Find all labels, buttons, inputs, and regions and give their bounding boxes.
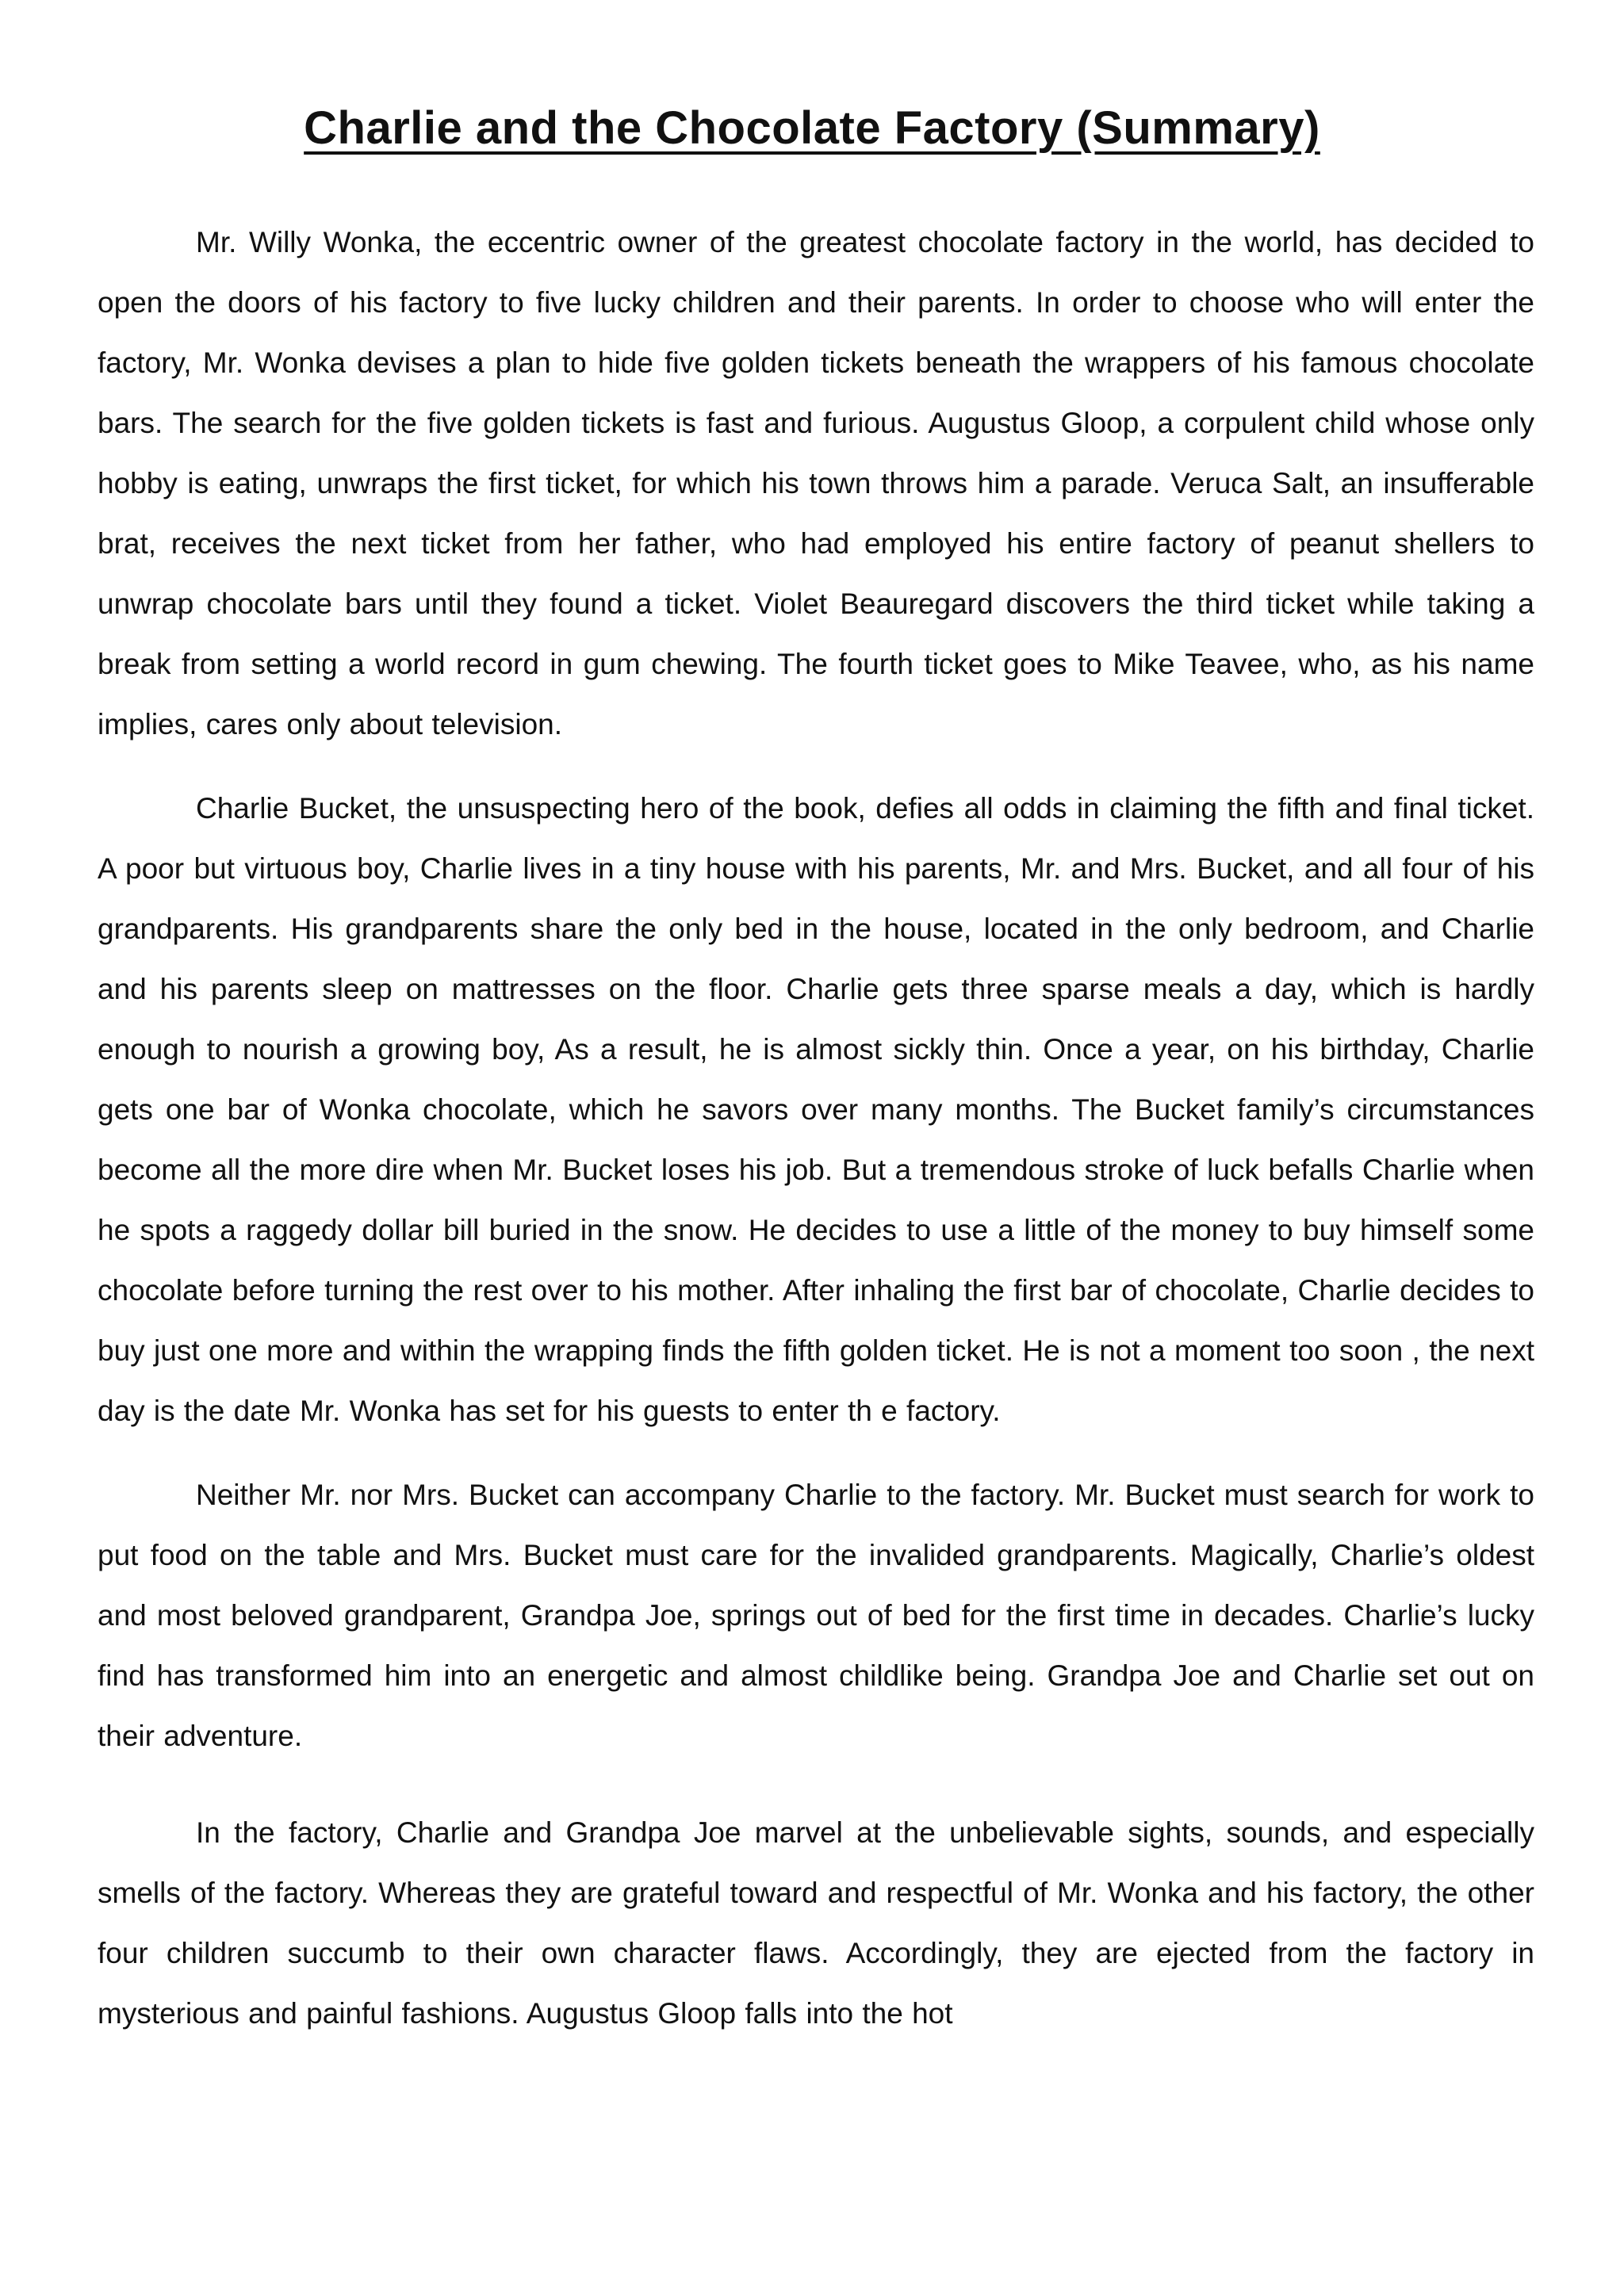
paragraph-1: Mr. Willy Wonka, the eccentric owner of the greatest chocolate factory in the world, has decided to open the doors of his factory to five lucky children and their parents. In order to choose who will enter the factory, Mr. Wonka devises a plan to hide five golden tickets beneath the wrappers of his famous chocolate bars. The search for the five golden tickets is fast and furious. Augustus Gloop, a corpulent child whose only hobby is eating, unwraps the first ticket, for which his town throws him a parade. Veruca Salt, an insufferable brat, receives the next ticket from her father, who had employed his entire factory of peanut shellers to unwrap chocolate bars until they found a ticket. Violet Beauregard discovers the third ticket while taking a break from setting a world record in gum chewing. The fourth ticket goes to Mike Teavee, who, as his name implies, cares only about television. xyxy=(98,226,1534,740)
paragraph-3: Neither Mr. nor Mrs. Bucket can accompany Charlie to the factory. Mr. Bucket must search for work to put food on the table and Mrs. Bucket must care for the invalided grandparents. Magically, Charlie’s oldest and most beloved grandparent, Grandpa Joe, springs out of bed for the first time in decades. Charlie’s lucky find has transformed him into an energetic and almost childlike being. Grandpa Joe and Charlie set out on their adventure. xyxy=(98,1479,1534,1752)
paragraph-4: In the factory, Charlie and Grandpa Joe marvel at the unbelievable sights, sounds, and especially smells of the factory. Whereas they are grateful toward and respectful of Mr. Wonka and his factory, the other four children succumb to their own character flaws. Accordingly, they are ejected from the factory in mysterious and painful fashions. Augustus Gloop falls into the hot xyxy=(98,1816,1534,2030)
document-title: Charlie and the Chocolate Factory (Summary) xyxy=(304,102,1320,154)
paragraph-2: Charlie Bucket, the unsuspecting hero of the book, defies all odds in claiming the fifth and final ticket. A poor but virtuous boy, Charlie lives in a tiny house with his parents, Mr. and Mrs. Bucket, and all four of his grandparents. His grandparents share the only bed in the house, located in the only bedroom, and Charlie and his parents sleep on mattresses on the floor. Charlie gets three sparse meals a day, which is hardly enough to nourish a growing boy, As a result, he is almost sickly thin. Once a year, on his birthday, Charlie gets one bar of Wonka chocolate, which he savors over many months. The Bucket family’s circumstances become all the more dire when Mr. Bucket loses his job. But a tremendous stroke of luck befalls Charlie when he spots a raggedy dollar bill buried in the snow. He decides to use a little of the money to buy himself some chocolate before turning the rest over to his mother. After inhaling the first bar of chocolate, Charlie decides to buy just one more and within the wrapping finds the fifth golden ticket. He is not a moment too soon , the next day is the date Mr. Wonka has set for his guests to enter th e factory. xyxy=(98,792,1534,1427)
document-body xyxy=(98,212,1534,2044)
